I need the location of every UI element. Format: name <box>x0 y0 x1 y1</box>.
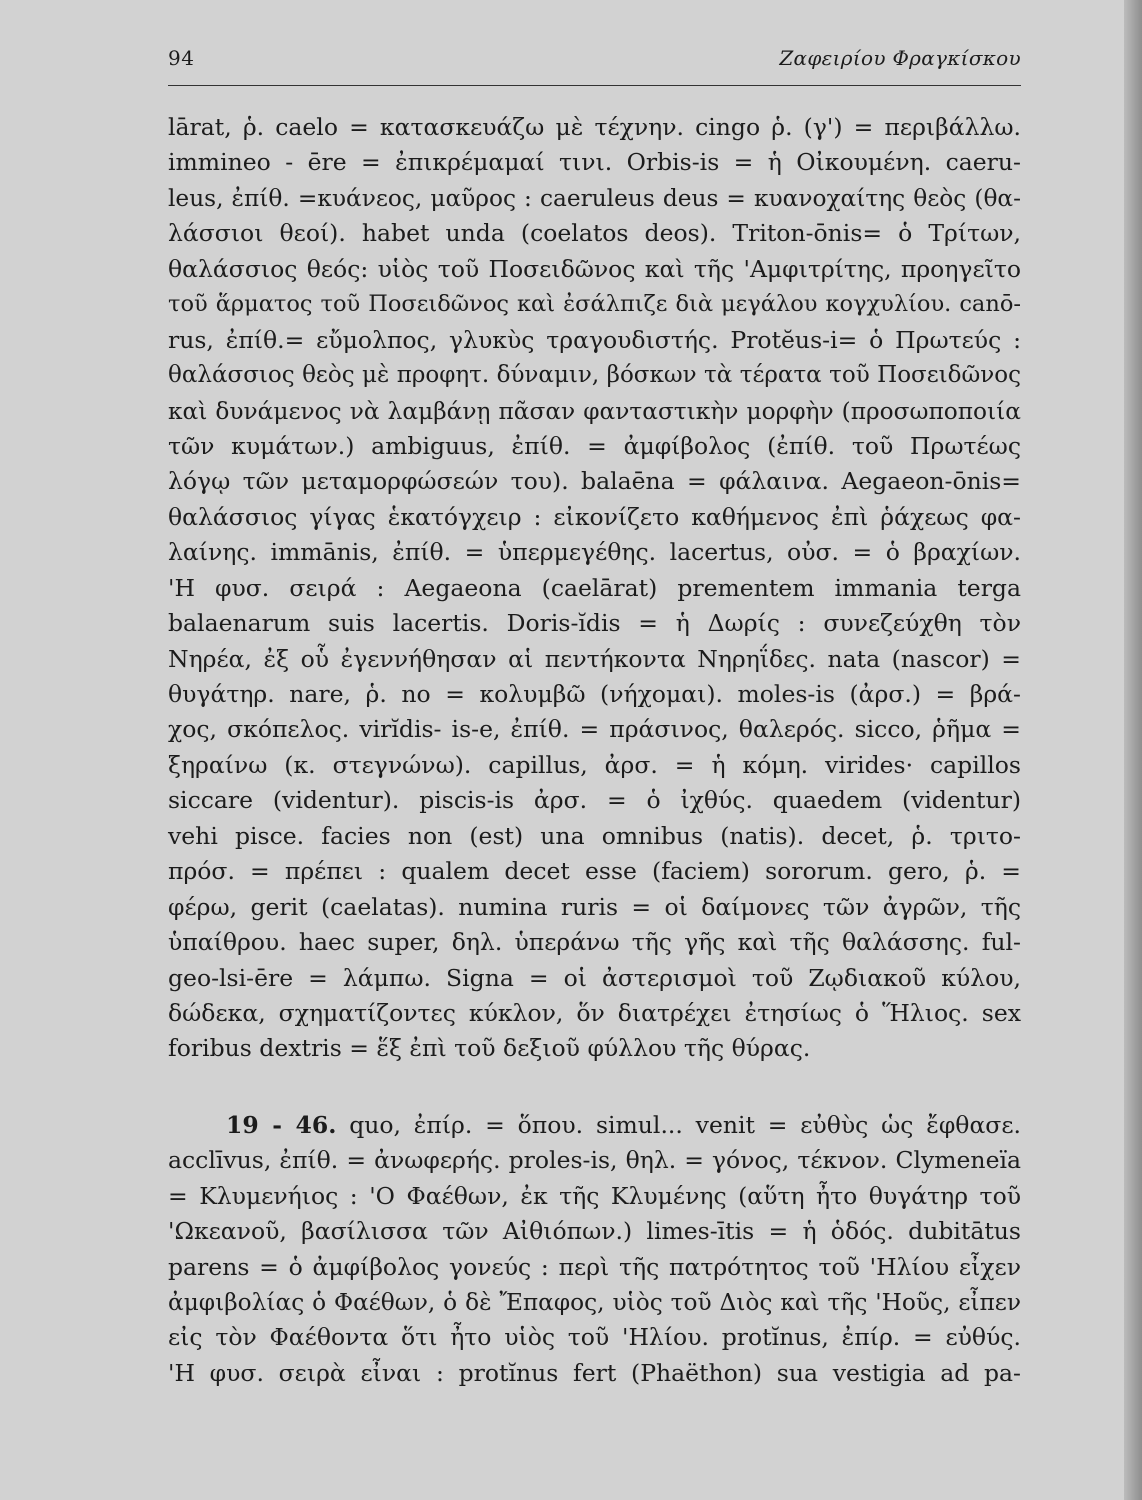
text-line: immineo - ēre = ἐπικρέμαμαί τινι. Orbis-is = ἡ Οἰκουμένη. caeru- <box>168 148 1021 177</box>
text-line: rus, ἐπίθ.= εὔμολπος, γλυκὺς τραγουδιστής. Protĕus-i= ὁ Πρωτεύς : <box>168 325 1021 354</box>
text-line: foribus dextris = ἕξ ἐπὶ τοῦ δεξιοῦ φύλλου τῆς θύρας. <box>168 1034 811 1063</box>
text-line: λάσσιοι θεοί). habet unda (coelatos deos). Triton-ōnis= ὁ Τρίτων, <box>168 219 1021 248</box>
text-line: καὶ δυνάμενος νὰ λαμβάνῃ πᾶσαν φανταστικὴν μορφὴν (προσωποποιία <box>168 397 1021 425</box>
text-line: λαίνης. immānis, ἐπίθ. = ὑπερμεγέθης. lacertus, οὐσ. = ὁ βραχίων. <box>168 538 1021 567</box>
text-line: πρόσ. = πρέπει : qualem decet esse (faciem) sororum. gero, ῥ. = <box>168 857 1021 886</box>
text-line: geo-lsi-ēre = λάμπω. Signa = οἱ ἀστερισμοὶ τοῦ Ζῳδιακοῦ κύλου, <box>168 963 1021 992</box>
text-line: τοῦ ἅρματος τοῦ Ποσειδῶνος καὶ ἐσάλπιζε διὰ μεγάλου κογχυλίου. canō- <box>168 291 1021 318</box>
paragraph-commentary-2 <box>168 1108 1021 1392</box>
section-first-line <box>168 1108 1021 1143</box>
text-line: parens = ὁ ἀμφίβολος γονεύς : περὶ τῆς πατρότητος τοῦ 'Ηλίου εἶχεν <box>168 1252 1021 1281</box>
text-line: λόγῳ τῶν μεταμορφώσεών του). balaēna = φάλαινα. Aegaeon-ōnis= <box>168 467 1021 496</box>
text-line: leus, ἐπίθ. =κυάνεος, μαῦρος : caeruleus deus = κυανοχαίτης θεὸς (θα- <box>168 184 1021 212</box>
text-line: Νηρέα, ἐξ οὗ ἐγεννήθησαν αἱ πεντήκοντα Νηρηΐδες. nata (nascor) = <box>168 644 1021 673</box>
text-line: χος, σκόπελος. virĭdis- is-e, ἐπίθ. = πράσινος, θαλερός. sicco, ῥῆμα = <box>168 715 1021 744</box>
page-number: 94 <box>168 46 195 70</box>
text-line: ἀμφιβολίας ὁ Φαέθων, ὁ δὲ Ἔπαφος, υἱὸς τοῦ Διὸς καὶ τῆς 'Ηοῦς, εἶπεν <box>168 1289 1021 1316</box>
page-edge-shadow <box>1124 0 1142 1500</box>
text-line: 'Ωκεανοῦ, βασίλισσα τῶν Αἰθιόπων.) limes-ītis = ἡ ὁδός. dubitātus <box>168 1217 1021 1246</box>
text-line: θαλάσσιος γίγας ἑκατόγχειρ : εἰκονίζετο καθήμενος ἐπὶ ῥάχεως φα- <box>168 502 1021 531</box>
text-line: θυγάτηρ. nare, ῥ. no = κολυμβῶ (νήχομαι). moles-is (ἀρσ.) = βρά- <box>168 680 1021 708</box>
text-line: siccare (videntur). piscis-is ἀρσ. = ὁ ἰχθύς. quaedem (videntur) <box>168 786 1021 815</box>
text-line: acclīvus, ἐπίθ. = ἀνωφερής. proles-is, θηλ. = γόνος, τέκνον. Clymeneïa <box>168 1146 1021 1175</box>
text-line: balaenarum suis lacertis. Doris-ĭdis = ἡ Δωρίς : συνεζεύχθη τὸν <box>168 609 1021 638</box>
text-line: 'Η φυσ. σειρὰ εἶναι : protĭnus fert (Phaëthon) sua vestigia ad pa- <box>168 1358 1021 1387</box>
header-rule <box>168 85 1021 86</box>
text-span: quo, ἐπίρ. = ὅπου. simul... venit = εὐθὺς ὡς ἔφθασε. <box>349 1110 1021 1139</box>
text-line: 'Η φυσ. σειρά : Aegaeona (caelārat) prementem immania terga <box>168 573 1021 602</box>
body-text <box>168 110 1021 1391</box>
paragraph-commentary-1 <box>168 110 1021 1067</box>
text-line: τῶν κυμάτων.) ambiguus, ἐπίθ. = ἀμφίβολος (ἐπίθ. τοῦ Πρωτέως <box>168 431 1021 460</box>
text-line: ὑπαίθρου. haec super, δηλ. ὑπεράνω τῆς γῆς καὶ τῆς θαλάσσης. ful- <box>168 928 1021 957</box>
text-line: εἰς τὸν Φαέθοντα ὅτι ἦτο υἱὸς τοῦ 'Ηλίου. protĭnus, ἐπίρ. = εὐθύς. <box>168 1323 1021 1352</box>
text-line: θαλάσσιος θεὸς μὲ προφητ. δύναμιν, βόσκων τὰ τέρατα τοῦ Ποσειδῶνος <box>168 362 1021 389</box>
text-line: θαλάσσιος θεός: υἱὸς τοῦ Ποσειδῶνος καὶ τῆς 'Αμφιτρίτης, προηγεῖτο <box>168 254 1021 283</box>
text-line: δώδεκα, σχηματίζοντες κύκλον, ὅν διατρέχει ἐτησίως ὁ Ἥλιος. sex <box>168 998 1021 1027</box>
text-line: lārat, ῥ. caelo = κατασκευάζω μὲ τέχνην. cingo ῥ. (γ') = περιβάλλω. <box>168 113 1021 141</box>
running-head: Ζαφειρίου Φραγκίσκου <box>779 46 1021 70</box>
section-number: 19 - 46. <box>226 1110 337 1139</box>
paragraph-gap <box>168 1067 1021 1108</box>
text-line: vehi pisce. facies non (est) una omnibus (natis). decet, ῥ. τριτο- <box>168 821 1021 850</box>
text-line: φέρω, gerit (caelatas). numina ruris = οἱ δαίμονες τῶν ἀγρῶν, τῆς <box>168 892 1021 921</box>
text-line: = Κλυμενήιος : 'Ο Φαέθων, ἐκ τῆς Κλυμένης (αὕτη ἦτο θυγάτηρ τοῦ <box>168 1181 1021 1210</box>
text-line: ξηραίνω (κ. στεγνώνω). capillus, ἀρσ. = ἡ κόμη. virides· capillos <box>168 750 1021 779</box>
page-header <box>168 46 1021 82</box>
